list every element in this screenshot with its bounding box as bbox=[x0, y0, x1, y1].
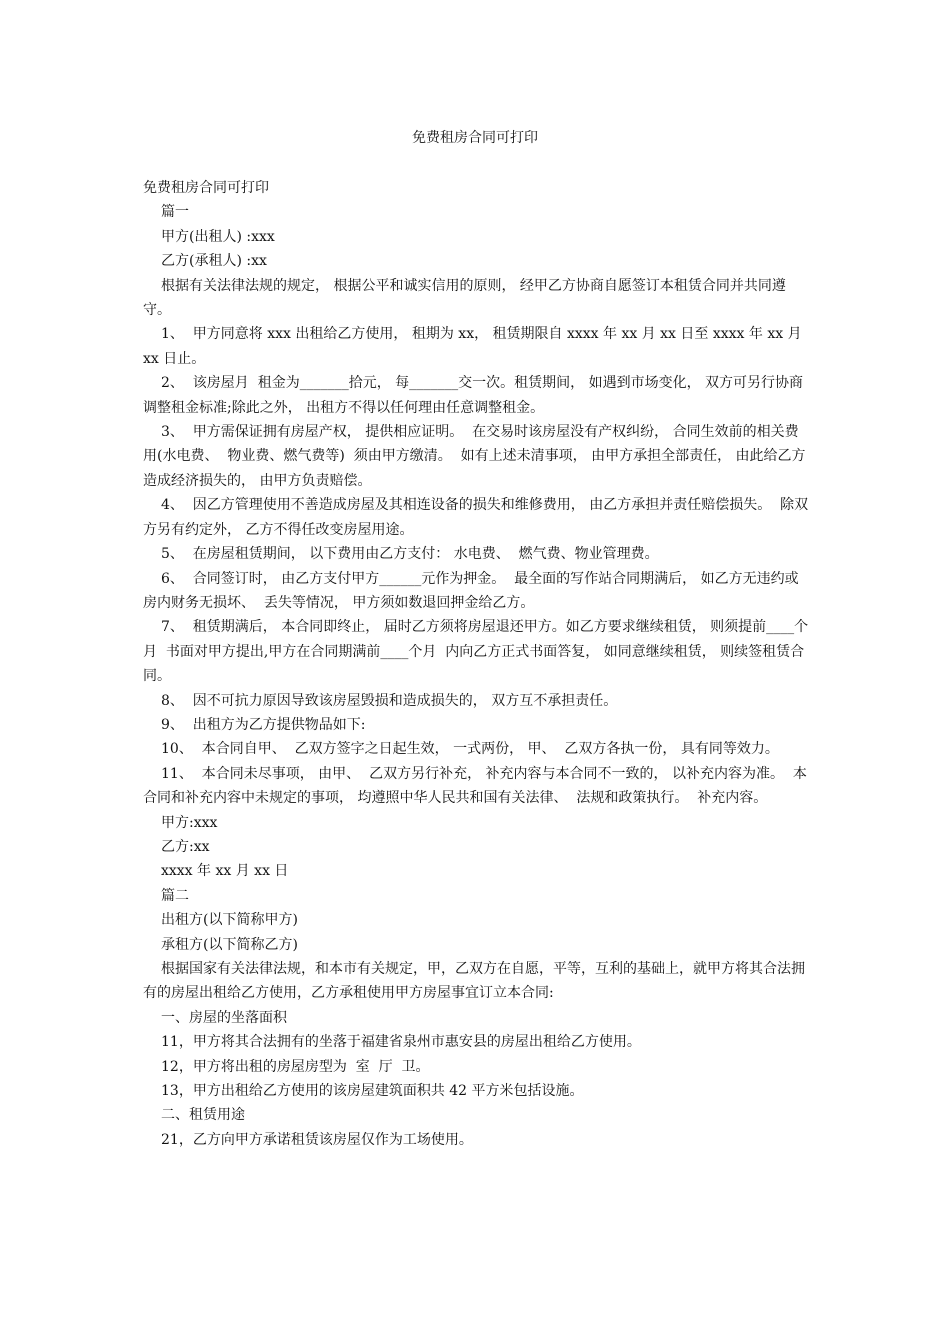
document-paragraph: 8、 因不可抗力原因导致该房屋毁损和造成损失的， 双方互不承担责任。 bbox=[161, 692, 618, 709]
document-paragraph: 承租方(以下简称乙方) bbox=[161, 936, 298, 953]
document-paragraph: 11、 本合同未尽事项， 由甲、 乙双方另行补充， 补充内容与本合同不一致的， 以补充内容为准。 本合同和补充内容中未规定的事项， 均遵照中华人民共和国有关法律、 法规和政策执行。 补充内容。 bbox=[143, 765, 807, 807]
document-paragraph: 12，甲方将出租的房屋房型为 室 厅 卫。 bbox=[161, 1058, 430, 1075]
document-paragraph: 7、 租赁期满后， 本合同即终止， 届时乙方须将房屋退还甲方。如乙方要求继续租赁， 则须提前____个月 书面对甲方提出,甲方在合同期满前____个月 内向乙方正式书面答复， 如同意继续租赁， 则续签租赁合同。 bbox=[143, 619, 809, 685]
document-paragraph: 5、 在房屋租赁期间， 以下费用由乙方支付： 水电费、 燃气费、物业管理费。 bbox=[161, 546, 659, 563]
document-paragraph: 根据国家有关法律法规，和本市有关规定，甲，乙双方在自愿，平等，互利的基础上，就甲方将其合法拥有的房屋出租给乙方使用，乙方承租使用甲方房屋事宜订立本合同: bbox=[143, 961, 805, 1002]
document-paragraph: 免费租房合同可打印 bbox=[143, 180, 269, 196]
document-paragraph: 10、 本合同自甲、 乙双方签字之日起生效， 一式两份， 甲、 乙双方各执一份， 具有同等效力。 bbox=[161, 741, 779, 758]
document-paragraph: 甲方:xxx bbox=[161, 814, 218, 831]
document-paragraph: 13，甲方出租给乙方使用的该房屋建筑面积共 42 平方米包括设施。 bbox=[161, 1083, 584, 1100]
document-paragraph: 9、 出租方为乙方提供物品如下: bbox=[161, 716, 366, 733]
document-paragraph: 11，甲方将其合法拥有的坐落于福建省泉州市惠安县的房屋出租给乙方使用。 bbox=[161, 1034, 641, 1051]
document-paragraph: 甲方(出租人) :xxx bbox=[161, 228, 275, 245]
document-paragraph: 乙方(承租人) :xx bbox=[161, 253, 267, 270]
document-title: 免费租房合同可打印 bbox=[412, 130, 538, 146]
document-paragraph: 出租方(以下简称甲方) bbox=[161, 912, 298, 929]
document-paragraph: 二、租赁用途 bbox=[161, 1107, 245, 1124]
document-paragraph: 根据有关法律法规的规定， 根据公平和诚实信用的原则， 经甲乙方协商自愿签订本租赁合同并共同遵守。 bbox=[143, 277, 786, 319]
document-paragraph: 2、 该房屋月 租金为_______拾元， 每_______交一次。租赁期间， 如遇到市场变化， 双方可另行协商调整租金标准;除此之外， 出租方不得以任何理由任意调整租金。 bbox=[143, 375, 804, 416]
document-paragraph: 篇一 bbox=[161, 204, 189, 221]
document-paragraph: 乙方:xx bbox=[161, 838, 210, 855]
document-paragraph: 21，乙方向甲方承诺租赁该房屋仅作为工场使用。 bbox=[161, 1131, 473, 1148]
document-paragraph: xxxx 年 xx 月 xx 日 bbox=[161, 863, 289, 880]
document-paragraph: 1、 甲方同意将 xxx 出租给乙方使用， 租期为 xx， 租赁期限自 xxxx 年 xx 月 xx 日至 xxxx 年 xx 月 xx 日止。 bbox=[143, 326, 807, 367]
document-paragraph: 4、 因乙方管理使用不善造成房屋及其相连设备的损失和维修费用， 由乙方承担并责任赔偿损失。 除双方另有约定外， 乙方不得任改变房屋用途。 bbox=[143, 497, 809, 538]
document-paragraph: 一、房屋的坐落面积 bbox=[161, 1009, 287, 1026]
document-paragraph: 6、 合同签订时， 由乙方支付甲方______元作为押金。 最全面的写作站合同期满后， 如乙方无违约或房内财务无损坏、 丢失等情况， 甲方须如数退回押金给乙方。 bbox=[143, 570, 799, 611]
document-paragraph: 3、 甲方需保证拥有房屋产权， 提供相应证明。 在交易时该房屋没有产权纠纷， 合同生效前的相关费用(水电费、 物业费、燃气费等) 须由甲方缴清。 如有上述未清事项， 由甲方承担全部责任， 由此给乙方造成经济损失的， 由甲方负责赔偿。 bbox=[143, 424, 806, 489]
document-body bbox=[143, 176, 809, 1152]
document-paragraph: 篇二 bbox=[161, 887, 189, 904]
